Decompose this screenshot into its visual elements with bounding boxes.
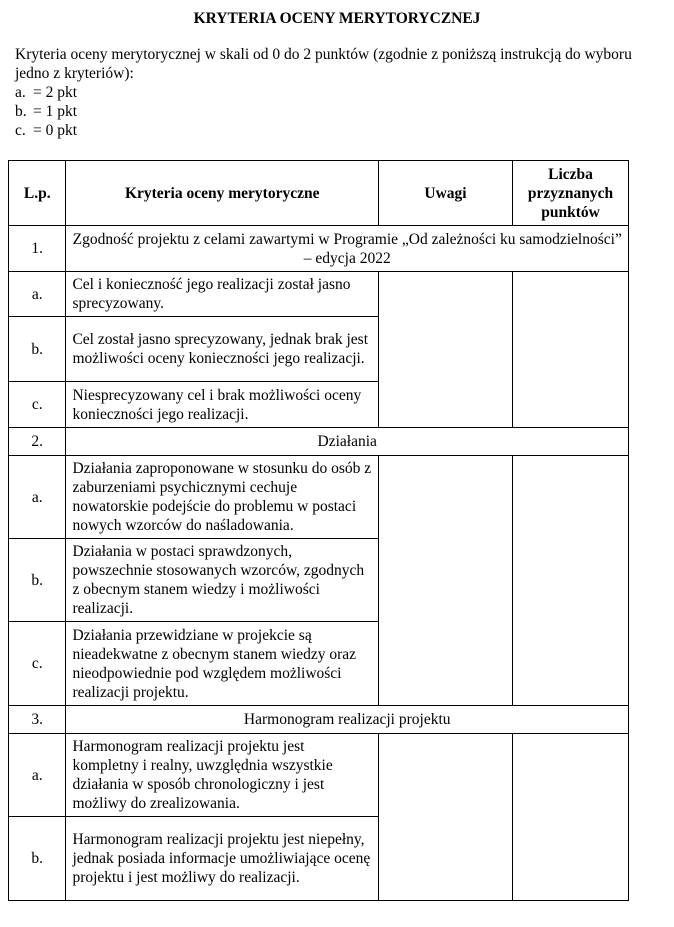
- section-title: Zgodność projektu z celami zawartymi w Programie „Od zależności ku samodzielności” – edycja 2022: [66, 226, 629, 272]
- notes-cell[interactable]: [378, 734, 512, 901]
- table-row: [9, 456, 629, 539]
- section-title: Działania: [66, 428, 629, 456]
- notes-cell[interactable]: [378, 272, 512, 428]
- item-criterion: Działania w postaci sprawdzonych, powszechnie stosowanych wzorców, zgodnych z obecnym stanem wiedzy i możliwości realizacji.: [66, 539, 379, 622]
- section-number: 1.: [9, 226, 66, 272]
- section-number: 3.: [9, 706, 66, 734]
- header-points: Liczba przyznanych punktów: [513, 161, 629, 226]
- item-letter: c.: [9, 382, 66, 428]
- notes-cell[interactable]: [378, 456, 512, 706]
- section-row: [9, 428, 629, 456]
- option-text: = 2 pkt: [33, 84, 78, 101]
- scoring-options: [15, 83, 665, 140]
- item-criterion: Działania zaproponowane w stosunku do osób z zaburzeniami psychicznymi cechuje nowatorskie podejście do problemu w postaci nowych wzorców do naśladowania.: [66, 456, 379, 539]
- section-row: [9, 706, 629, 734]
- table-header-row: [9, 161, 629, 226]
- section-row: [9, 226, 629, 272]
- item-criterion: Harmonogram realizacji projektu jest niepełny, jednak posiada informacje umożliwiające ocenę projektu i jest możliwy do realizacji.: [66, 817, 379, 901]
- header-lp: L.p.: [9, 161, 66, 226]
- option-text: = 1 pkt: [33, 103, 78, 120]
- option-item: [15, 102, 665, 121]
- item-criterion: Cel i konieczność jego realizacji został jasno sprecyzowany.: [66, 272, 379, 317]
- item-letter: a.: [9, 456, 66, 539]
- item-criterion: Niesprecyzowany cel i brak możliwości oceny konieczności jego realizacji.: [66, 382, 379, 428]
- table-row: [9, 734, 629, 817]
- item-letter: c.: [9, 622, 66, 706]
- item-letter: b.: [9, 317, 66, 382]
- intro-block: [15, 45, 665, 140]
- item-criterion: Cel został jasno sprecyzowany, jednak brak jest możliwości oceny konieczności jego realizacji.: [66, 317, 379, 382]
- points-cell[interactable]: [513, 272, 629, 428]
- document-title: KRYTERIA OCENY MERYTORYCZNEJ: [193, 10, 481, 27]
- option-text: = 0 pkt: [33, 122, 78, 139]
- section-number: 2.: [9, 428, 66, 456]
- section-title: Harmonogram realizacji projektu: [66, 706, 629, 734]
- item-criterion: Harmonogram realizacji projektu jest kompletny i realny, uwzględnia wszystkie działania w sposób chronologiczny i jest możliwy do zrealizowania.: [66, 734, 379, 817]
- points-cell[interactable]: [513, 456, 629, 706]
- option-item: [15, 83, 665, 102]
- option-item: [15, 121, 665, 140]
- table-row: [9, 272, 629, 317]
- option-letter: c.: [15, 122, 26, 139]
- intro-text: Kryteria oceny merytorycznej w skali od 0 do 2 punktów (zgodnie z poniższą instrukcją do wyboru jedno z kryteriów):: [15, 46, 632, 82]
- option-letter: b.: [15, 103, 27, 120]
- points-cell[interactable]: [513, 734, 629, 901]
- item-letter: b.: [9, 817, 66, 901]
- header-notes: Uwagi: [378, 161, 512, 226]
- item-letter: b.: [9, 539, 66, 622]
- option-letter: a.: [15, 84, 26, 101]
- criteria-table: [8, 160, 629, 901]
- item-letter: a.: [9, 734, 66, 817]
- item-criterion: Działania przewidziane w projekcie są nieadekwatne z obecnym stanem wiedzy oraz nieodpowiednie pod względem możliwości realizacji projektu.: [66, 622, 379, 706]
- item-letter: a.: [9, 272, 66, 317]
- header-criteria: Kryteria oceny merytoryczne: [66, 161, 379, 226]
